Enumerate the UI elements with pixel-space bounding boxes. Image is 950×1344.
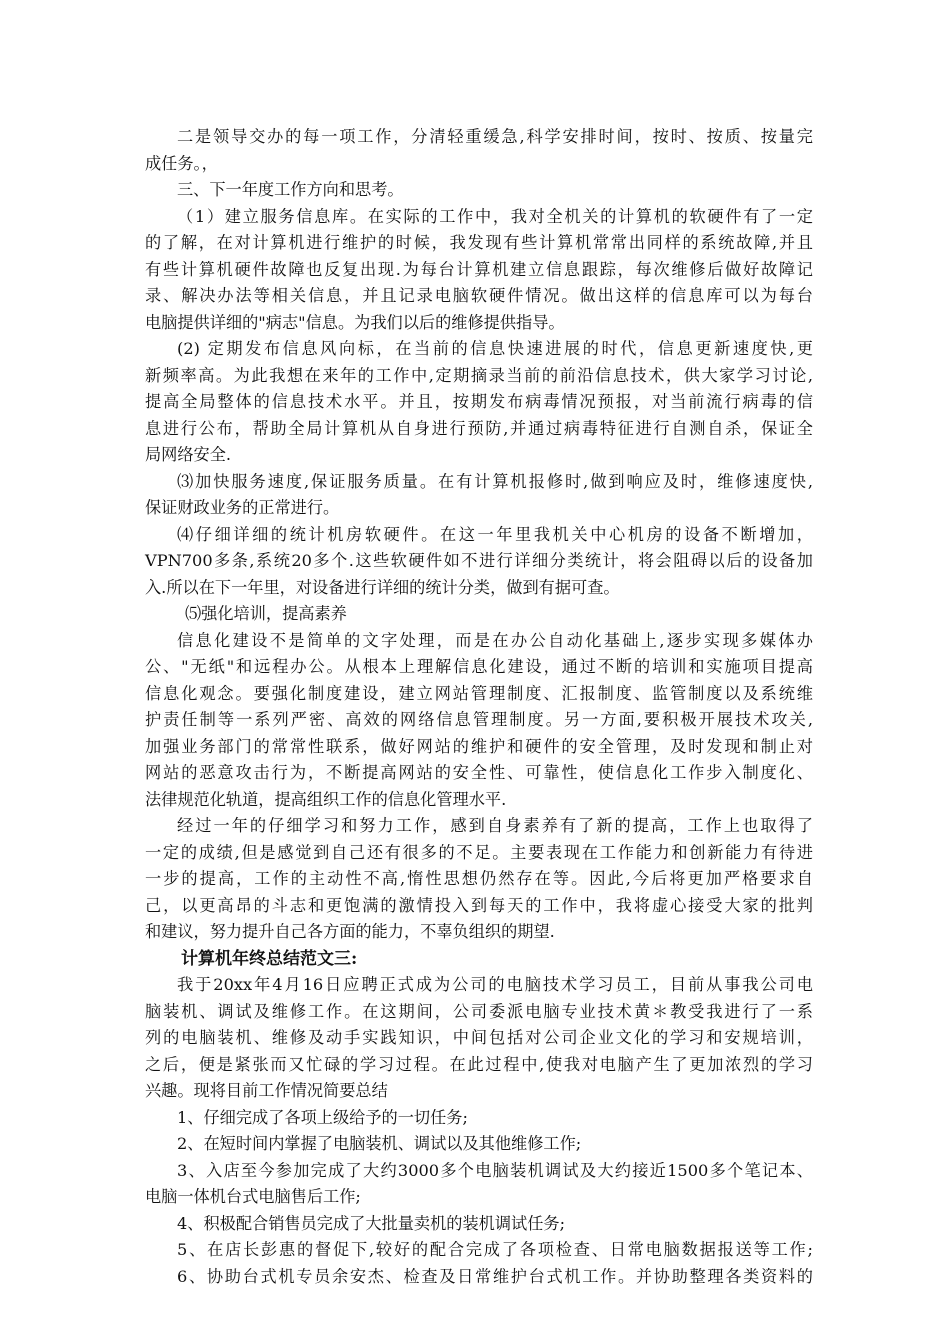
text-line: ⑶加快服务速度,保证服务质量。在有计算机报修时,做到响应及时，维修速度快, <box>177 471 813 491</box>
text-line: 兴趣。现将目前工作情况简要总结 <box>145 1081 388 1100</box>
text-line: 保证财政业务的正常进行。 <box>145 498 340 517</box>
text-line: 电脑提供详细的"病志"信息。为我们以后的维修提供指导。 <box>145 312 565 332</box>
text-line: 入.所以在下一年里，对设备进行详细的统计分类，做到有据可查。 <box>145 577 620 597</box>
text-line: 脑装机、调试及维修工作。在这期间，公司委派电脑专业技术黄＊教受我进行了一系 <box>145 1001 813 1021</box>
text-line: ⑷仔细详细的统计机房软硬件。在这一年里我机关中心机房的设备不断增加， <box>177 524 813 544</box>
text-line: ⑸强化培训，提高素养 <box>185 604 347 623</box>
text-line: 3、入店至今参加完成了大约3000多个电脑装机调试及大约接近1500多个笔记本、 <box>177 1160 813 1180</box>
text-line: 的了解，在对计算机进行维护的时候，我发现有些计算机常常出同样的系统故障,并且 <box>145 233 813 252</box>
text-line: 信息化建设不是简单的文字处理，而是在办公自动化基础上,逐步实现多媒体办 <box>177 630 813 650</box>
text-line: 5、在店长彭惠的督促下,较好的配合完成了各项检查、日常电脑数据报送等工作; <box>177 1240 813 1259</box>
text-line: 法律规范化轨道，提高组织工作的信息化管理水平. <box>145 789 507 809</box>
text-line: 录、解决办法等相关信息，并且记录电脑软硬件情况。做出这样的信息库可以为每台 <box>145 286 813 305</box>
text-line: 列的电脑装机、维修及动手实践知识，中间包括对公司企业文化的学习和安规培训， <box>145 1028 813 1047</box>
text-line: 新频率高。为此我想在来年的工作中,定期摘录当前的前沿信息技术，供大家学习讨论, <box>145 365 813 385</box>
text-line: 有些计算机硬件故障也反复出现.为每台计算机建立信息跟踪，每次维修后做好故障记 <box>145 259 813 279</box>
text-line: 三、下一年度工作方向和思考。 <box>177 180 404 199</box>
text-line: 6、协助台式机专员余安杰、检查及日常维护台式机工作。并协助整理各类资料的 <box>177 1266 813 1286</box>
text-line: 息进行公布，帮助全局计算机从自身进行预防,并通过病毒特征进行自测自杀，保证全 <box>145 418 813 438</box>
section-heading: 计算机年终总结范文三: <box>181 948 358 969</box>
text-line: 之后，便是紧张而又忙碌的学习过程。在此过程中,使我对电脑产生了更加浓烈的学习 <box>145 1054 813 1074</box>
text-line: 经过一年的仔细学习和努力工作，感到自身素养有了新的提高，工作上也取得了 <box>177 816 813 835</box>
text-line: 提高全局整体的信息技术水平。并且，按期发布病毒情况预报，对当前流行病毒的信 <box>145 392 813 411</box>
text-line: 局网络安全. <box>145 445 232 464</box>
text-line: 1、仔细完成了各项上级给予的一切任务; <box>177 1107 468 1127</box>
text-line: 2、在短时间内掌握了电脑装机、调试以及其他维修工作; <box>177 1134 582 1153</box>
document-body <box>145 124 813 1290</box>
text-line: 二是领导交办的每一项工作，分清轻重缓急,科学安排时间，按时、按质、按量完 <box>177 127 813 146</box>
text-line: 己，以更高昂的斗志和更饱满的激情投入到每天的工作中，我将虚心接受大家的批判 <box>145 895 813 915</box>
text-line: 公、"无纸"和远程办公。从根本上理解信息化建设，通过不断的培训和实施项目提高 <box>145 657 813 676</box>
text-line: 一步的提高，工作的主动性不高,惰性思想仍然存在等。因此,今后将更加严格要求自 <box>145 869 813 888</box>
text-line: 加强业务部门的常常性联系，做好网站的维护和硬件的安全管理，及时发现和制止对 <box>145 736 813 756</box>
text-line: VPN700多条,系统20多个.这些软硬件如不进行详细分类统计，将会阻碍以后的设备加 <box>145 551 813 570</box>
text-line: 信息化观念。要强化制度建设，建立网站管理制度、汇报制度、监管制度以及系统维 <box>145 683 813 703</box>
text-line: 成任务。， <box>145 153 218 173</box>
text-line: (2) 定期发布信息风向标，在当前的信息快速进展的时代，信息更新速度快,更 <box>177 339 813 358</box>
text-line: 和建议，努力提升自己各方面的能力，不辜负组织的期望. <box>145 922 555 941</box>
text-line: 4、积极配合销售员完成了大批量卖机的装机调试任务; <box>177 1213 566 1233</box>
text-line: 一定的成绩,但是感觉到自己还有很多的不足。主要表现在工作能力和创新能力有待进 <box>145 842 813 862</box>
text-line: 护责任制等一系列严密、高效的网络信息管理制度。另一方面,要积极开展技术攻关, <box>145 710 813 729</box>
text-line: 电脑一体机台式电脑售后工作; <box>145 1187 361 1206</box>
text-line: 我于20xx年4月16日应聘正式成为公司的电脑技术学习员工，目前从事我公司电 <box>177 975 813 994</box>
text-line: （1）建立服务信息库。在实际的工作中，我对全机关的计算机的软硬件有了一定 <box>177 206 813 226</box>
text-line: 网站的恶意攻击行为，不断提高网站的安全性、可靠性，使信息化工作步入制度化、 <box>145 763 813 782</box>
